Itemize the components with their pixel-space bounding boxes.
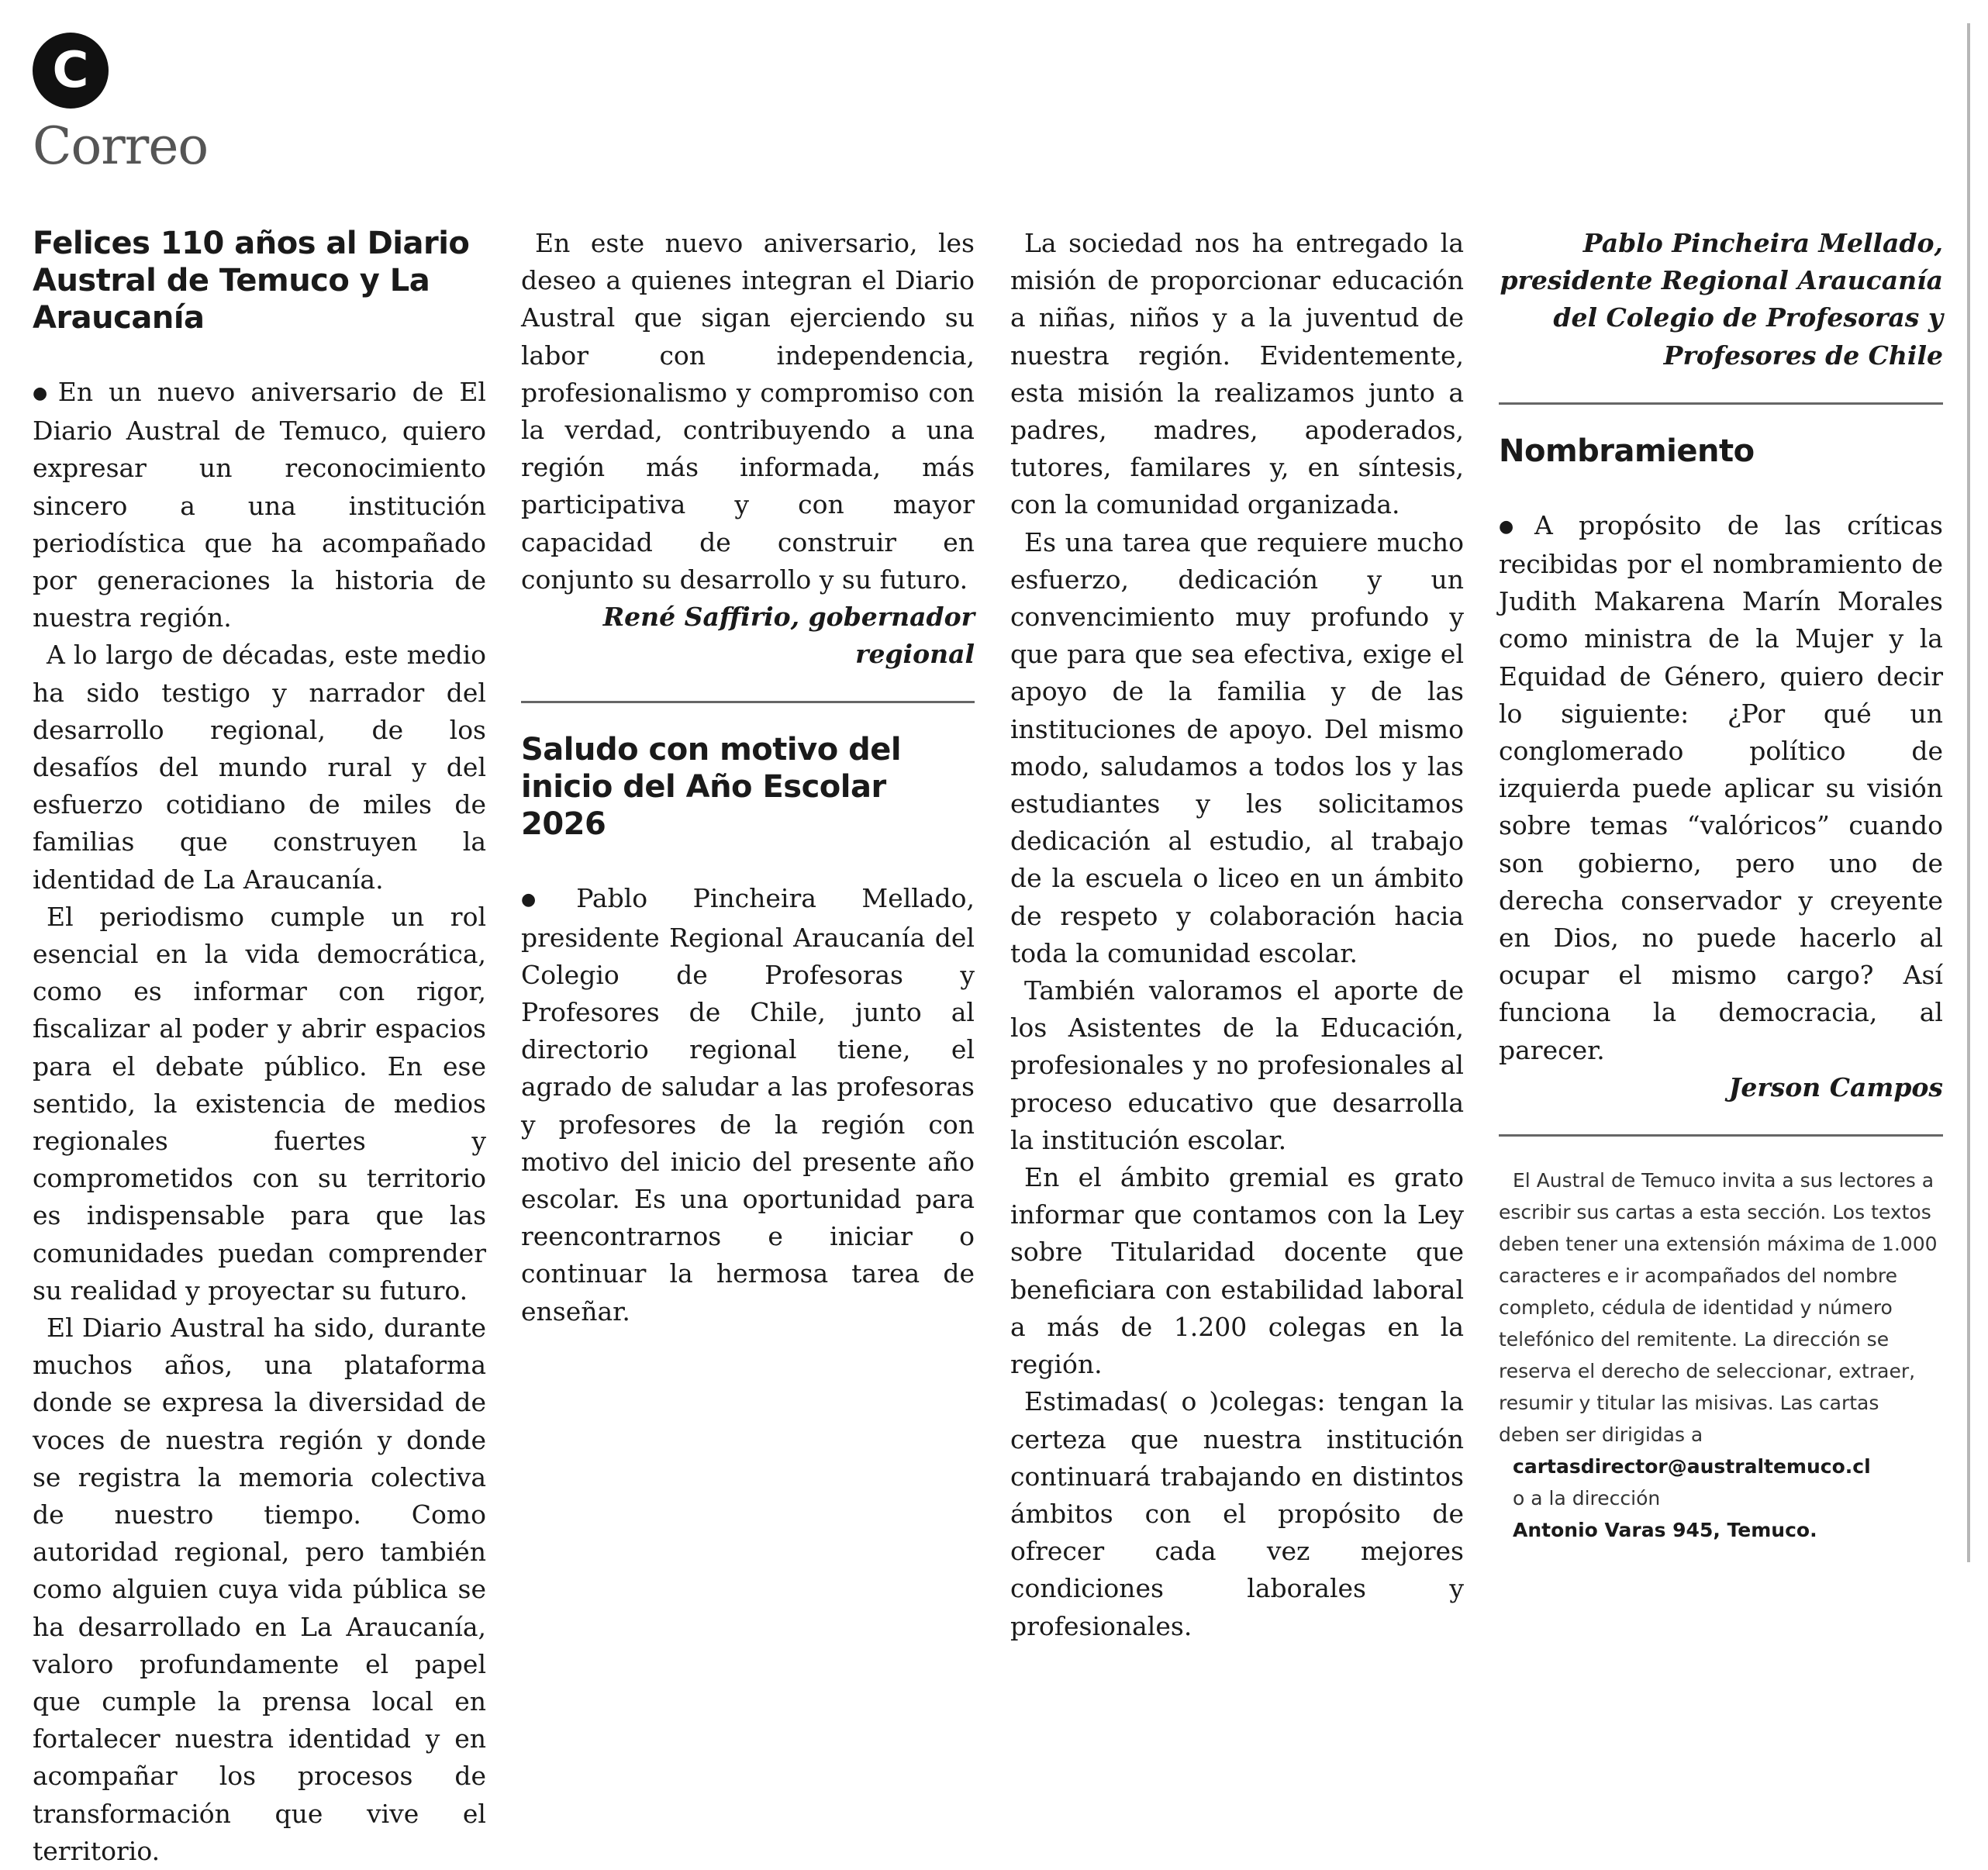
letter3-title: Nombramiento: [1499, 433, 1755, 469]
bullet-icon: ●: [33, 383, 55, 403]
footer-address: Antonio Varas 945, Temuco.: [1513, 1518, 1817, 1541]
bullet-icon: ●: [521, 890, 574, 910]
footer-note: El Austral de Temuco invita a sus lectores a escribir sus cartas a esta sección. Los textos deben tener una extensión máxima de 1.000 caracteres e ir acompañados del nombre completo, cédula de identidad y número telefónico del remitente. La dirección se reserva el derecho de seleccionar, extraer, resumir y titular las misivas. Las cartas deben ser dirigidas a: [1499, 1168, 1938, 1446]
letter2-paragraph-6: Estimadas( o )colegas: tengan la certeza que nuestra institución continuará trabajando en distintos ámbitos con el propósito de ofrecer cada vez mejores condiciones laborales y profesionales.: [1010, 1386, 1464, 1641]
letter2-paragraph-3: Es una tarea que requiere mucho esfuerzo, dedicación y un convencimiento muy profundo y que para que sea efectiva, exige el apoyo de la familia y de las instituciones de apoyo. Del mismo modo, saludamos a todos los y las estudiantes y les solicitamos dedicación al estudio, al trabajo de la escuela o liceo en un ámbito de respeto y colaboración hacia toda la comunidad escolar.: [1010, 526, 1464, 968]
column-3: [1010, 225, 1464, 1645]
letter1-paragraph-1: ● En un nuevo aniversario de El Diario Austral de Temuco, quiero expresar un reconocimiento sincero a una institución periodística que ha acompañado por generaciones la historia de nuestra región.: [33, 377, 486, 633]
footer-or-text: o a la dirección: [1513, 1486, 1661, 1509]
letter1-paragraph-5: En este nuevo aniversario, les deseo a quienes integran el Diario Austral que sigan ejerciendo su labor con independencia, profesionalismo y compromiso con la verdad, contribuyendo a una región más informada, más participativa y con mayor capacidad de construir en conjunto su desarrollo y su futuro.: [521, 228, 975, 595]
divider: [1499, 402, 1943, 405]
letter1-paragraph-2: A lo largo de décadas, este medio ha sido testigo y narrador del desarrollo regional, de los desafíos del mundo rural y del esfuerzo cotidiano de miles de familias que construyen la identidad de La Araucanía.: [33, 640, 486, 895]
letter2-paragraph-1: ● Pablo Pincheira Mellado, presidente Regional Araucanía del Colegio de Profesoras y Profesores de Chile, junto al directorio regional tiene, el agrado de saludar a las profesoras y profesores de la región con motivo del inicio del presente año escolar. Es una oportunidad para reencontrarnos e iniciar o continuar la hermosa tarea de enseñar.: [521, 883, 975, 1327]
letter2-title: Saludo con motivo del inicio del Año Escolar 2026: [521, 732, 902, 843]
page-edge-rule: [1967, 23, 1970, 1562]
section-logo: C: [33, 33, 109, 109]
column-2: [521, 225, 975, 1330]
section-title: Correo: [33, 116, 209, 176]
divider: [521, 701, 975, 703]
letter2-signature: Pablo Pincheira Mellado, presidente Regional Araucanía del Colegio de Profesoras y Profesores de Chile: [1500, 228, 1943, 371]
column-1: [33, 225, 486, 1870]
letter1-signature: René Saffirio, gobernador regional: [602, 602, 975, 670]
letter2-paragraph-4: También valoramos el aporte de los Asistentes de la Educación, profesionales y no profesionales al proceso educativo que desarrolla la institución escolar.: [1010, 975, 1464, 1155]
footer-email: cartasdirector@australtemuco.cl: [1513, 1454, 1871, 1478]
letter3-paragraph: ● A propósito de las críticas recibidas por el nombramiento de Judith Makarena Marín Morales como ministra de la Mujer y la Equidad de Género, quiero decir lo siguiente: ¿Por qué un conglomerado político de izquierda puede aplicar su visión sobre temas “valóricos” cuando son gobierno, pero uno de derecha conservador y creyente en Dios, no puede hacerlo al ocupar el mismo cargo? Así funciona la democracia, al parecer.: [1499, 509, 1943, 1065]
letter2-paragraph-2: La sociedad nos ha entregado la misión de proporcionar educación a niñas, niños y a la juventud de nuestra región. Evidentemente, esta misión la realizamos junto a padres, madres, apoderados, tutores, familares y, en síntesis, con la comunidad organizada.: [1010, 228, 1464, 520]
letter1-title: Felices 110 años al Diario Austral de Temuco y La Araucanía: [33, 226, 470, 336]
column-4: [1499, 225, 1943, 1546]
bullet-icon: ●: [1499, 516, 1532, 537]
divider: [1499, 1134, 1943, 1137]
letter1-paragraph-3: El periodismo cumple un rol esencial en la vida democrática, como es informar con rigor, fiscalizar al poder y abrir espacios para el debate público. En ese sentido, la existencia de medios regionales fuertes y comprometidos con su territorio es indispensable para que las comunidades puedan comprender su realidad y proyectar su futuro.: [33, 901, 486, 1306]
letter1-paragraph-4: El Diario Austral ha sido, durante muchos años, una plataforma donde se expresa la diversidad de voces de nuestra región y donde se registra la memoria colectiva de nuestro tiempo. Como autoridad regional, pero también como alguien cuya vida pública se ha desarrollado en La Araucanía, valoro profundamente el papel que cumple la prensa local en fortalecer nuestra identidad y en acompañar los procesos de transformación que vive el territorio.: [33, 1312, 486, 1866]
letter3-signature: Jerson Campos: [1728, 1071, 1943, 1102]
letter2-paragraph-5: En el ámbito gremial es grato informar que contamos con la Ley sobre Titularidad docente que beneficiara con estabilidad laboral a más de 1.200 colegas en la región.: [1010, 1162, 1464, 1380]
